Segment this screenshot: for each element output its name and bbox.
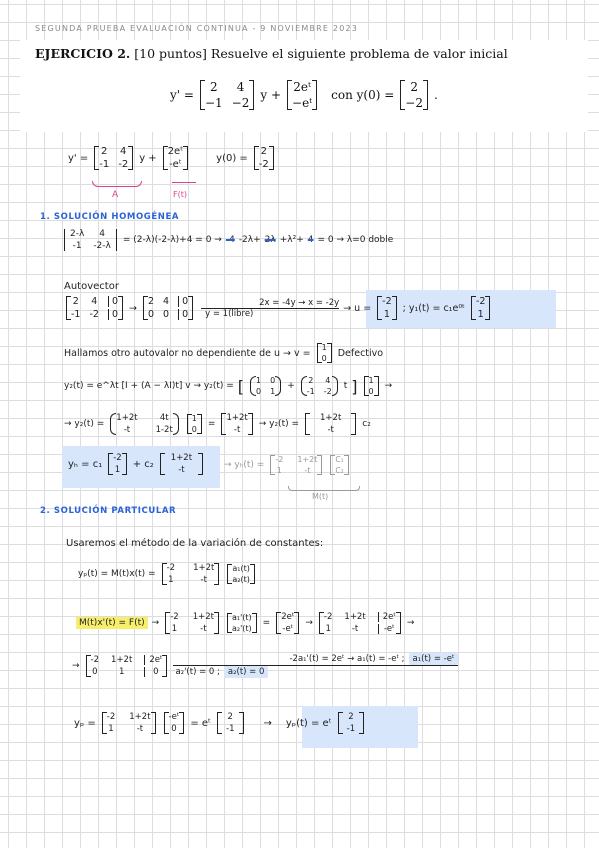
cancelled-term-1: -4	[225, 235, 235, 245]
y2-matrix	[110, 413, 179, 435]
matrix-cell: 2-λ	[70, 229, 85, 239]
ivp-lhs: y' =	[170, 88, 194, 102]
relation-x-y: 2x = -4y → x = -2y	[201, 298, 339, 309]
vector-cell: 0	[368, 387, 374, 396]
vector-v-copy	[364, 376, 379, 396]
vector-cell: -2	[382, 296, 392, 307]
yh-vector-1	[108, 453, 126, 475]
expansion-tail: +λ²+	[279, 235, 304, 245]
matrix-cell: -t	[200, 624, 207, 634]
matrix-cell: -2	[166, 563, 176, 573]
matrix-A-copy-grid	[307, 376, 332, 396]
matrix-cell: -2	[275, 455, 284, 464]
y2-formula-row	[64, 376, 392, 396]
particular-solution-row	[74, 712, 366, 734]
matrix-cell: -1	[71, 309, 81, 320]
y2-result-vector	[221, 413, 252, 435]
fundamental-matrix-grid	[275, 455, 317, 475]
expansion-middle: -2λ+	[238, 235, 261, 245]
expansion-start: = (2-λ)(-2-λ)+4 = 0 →	[122, 235, 222, 245]
matrix-cell: 4	[325, 376, 331, 385]
setup-lhs: y' =	[68, 152, 89, 164]
yp-def-matrix-grid	[167, 563, 215, 585]
underline-F	[172, 182, 196, 183]
homogeneous-solution	[68, 453, 205, 475]
yp-definition	[78, 563, 257, 585]
a2-derivative: a₂'(t) = 0 ;	[175, 667, 220, 677]
constants-vector	[330, 455, 348, 475]
eigenvector-row	[64, 296, 492, 320]
y2-v-grid	[192, 414, 197, 434]
section-particular-title: 2. SOLUCIÓN PARTICULAR	[40, 506, 177, 516]
matrix-cell: 1+2t	[116, 413, 138, 423]
matrix-cell: 2eᵗ	[144, 655, 162, 665]
section-homogeneous-title: 1. SOLUCIÓN HOMOGÉNEA	[40, 212, 180, 222]
vector-cell: -eᵗ	[282, 624, 294, 634]
defective-tag: Defectivo	[337, 347, 384, 359]
characteristic-equation	[62, 229, 393, 251]
yp-final-vector	[338, 712, 364, 734]
vector-cell: -1	[226, 724, 235, 734]
vector-cell: -2	[113, 453, 122, 463]
vector-cell: 2eᵗ	[293, 80, 311, 94]
label-M: M(t)	[312, 492, 329, 501]
determinant	[64, 229, 117, 251]
matrix-cell: 4t	[159, 413, 169, 423]
matrix-cell: 1	[276, 466, 282, 475]
setup-initial-condition: y(0) =	[216, 152, 248, 164]
y2-final-vector	[305, 413, 356, 435]
plus-sign: +	[287, 381, 295, 391]
vector-cell: 1	[114, 465, 121, 475]
yh-matrix-label: → yₕ(t) =	[224, 460, 265, 470]
y1-solution: ; y₁(t) = c₁e⁰ᵗ	[402, 302, 465, 314]
setup-matrix-A	[94, 146, 133, 170]
matrix-cell: 2	[308, 376, 314, 385]
yp-definition-label: yₚ(t) = M(t)x(t) =	[78, 569, 156, 579]
setup-vector-F-grid	[168, 146, 183, 170]
y2-result-vector-grid	[226, 413, 247, 435]
matrix-cell: 1+2t	[192, 612, 214, 622]
matrix-cell: 1+2t	[297, 455, 318, 464]
determinant-grid	[70, 229, 111, 251]
relation-a2	[173, 666, 458, 678]
exercise-title	[35, 46, 508, 61]
arrow-icon: →	[129, 302, 137, 314]
matrix-cell: 0	[108, 296, 118, 307]
vector-cell: 1+2t	[226, 413, 248, 423]
yp-final-label: yₚ(t) = eᵗ	[285, 717, 332, 729]
setup-equation	[68, 146, 276, 170]
arrow-icon: →	[406, 618, 415, 628]
y2-matrix-grid	[116, 413, 173, 435]
arrow-icon: →	[72, 660, 80, 671]
matrix-cell: 0	[147, 309, 155, 320]
matrix-cell: −2	[231, 96, 250, 110]
identity-matrix-grid	[256, 376, 275, 396]
y2-formula: y₂(t) = e^λt [I + (A − λI)t] v → y₂(t) =	[64, 381, 234, 391]
matrix-cell: 2	[147, 296, 155, 307]
bracket-open: [	[237, 376, 245, 396]
matrix-cell: -2-λ	[93, 241, 111, 251]
reduced-augmented	[86, 655, 168, 677]
eigenvector-u	[377, 296, 396, 320]
matrix-cell: 4	[120, 146, 127, 157]
vector-cell: 2eᵗ	[167, 146, 184, 157]
arrow-icon: →	[263, 717, 272, 729]
matrix-cell: 0	[178, 309, 188, 320]
matrix-cell: 4	[99, 229, 105, 239]
vector-cell: 1	[477, 309, 484, 320]
matrix-cell: -2	[118, 159, 129, 170]
brace-M	[288, 486, 360, 491]
vector-cell: −2	[405, 96, 423, 110]
setup-plus: y +	[139, 152, 157, 164]
vector-cell: −eᵗ	[292, 96, 313, 110]
system-augmented-grid	[324, 612, 396, 634]
y2-v	[187, 414, 202, 434]
vector-v	[317, 343, 332, 363]
matrix-cell: 2	[72, 296, 79, 307]
matrix-cell: -2	[90, 654, 100, 665]
ivp-equation	[170, 80, 438, 110]
matrix-cell: -2	[106, 712, 116, 722]
vector-cell: 1	[321, 343, 327, 352]
setup-A-group	[92, 146, 135, 170]
vector-cell: 2	[348, 712, 354, 722]
augmented-matrix-1	[66, 296, 123, 320]
y2-label: → y₂(t) =	[64, 419, 105, 429]
ivp-matrix-A	[200, 80, 254, 110]
vector-cell: 2eᵗ	[281, 612, 295, 622]
vector-cell: a₁(t)	[232, 564, 250, 573]
fundamental-matrix	[270, 455, 322, 475]
yh-label: yₕ = c₁	[68, 458, 103, 470]
matrix-cell: 1	[118, 666, 125, 677]
setup-vector-F	[163, 146, 188, 170]
system-matrix	[165, 612, 219, 634]
yh-plus-c2: + c₂	[132, 458, 154, 470]
setup-matrix-A-grid	[99, 146, 128, 170]
matrix-cell: 2	[209, 80, 218, 94]
brace-A	[92, 181, 142, 187]
constants-vector-grid	[335, 455, 343, 475]
label-A: A	[112, 190, 119, 200]
matrix-cell: -2	[323, 387, 332, 396]
yp-def-coefficients	[227, 564, 255, 584]
yp-matrix-grid	[107, 712, 151, 734]
vector-cell: -t	[233, 425, 241, 435]
yh-matrix-form	[224, 455, 351, 475]
reduced-relations	[173, 653, 458, 678]
matrix-cell: 2	[101, 146, 108, 157]
matrix-cell: 1	[256, 376, 262, 385]
system-derivatives-grid	[232, 613, 252, 633]
ivp-period: .	[433, 88, 438, 102]
matrix-cell: -1	[99, 159, 110, 170]
matrix-cell: -t	[136, 724, 144, 734]
matrix-cell: 4	[236, 80, 245, 94]
yp-label: yₚ =	[74, 717, 96, 729]
vector-cell: -1	[346, 724, 356, 734]
t-factor: t	[343, 381, 348, 391]
matrix-cell: 1	[270, 387, 276, 396]
yp-matrix	[102, 712, 156, 734]
identity-matrix	[250, 376, 281, 396]
arrow-icon: →	[305, 618, 313, 628]
matrix-cell: -2	[323, 612, 333, 622]
method-intro: Usaremos el método de la variación de constantes:	[66, 538, 324, 549]
ivp-vector-F-grid	[292, 80, 312, 110]
matrix-cell: 4	[163, 296, 170, 307]
cancelled-term-3: 4	[307, 235, 314, 245]
matrix-cell: 1+2t	[111, 654, 133, 665]
setup-initial-vector-grid	[259, 146, 269, 170]
ivp-plus: y +	[260, 88, 282, 102]
exercise-number: EJERCICIO 2.	[35, 46, 131, 61]
matrix-cell: -eᵗ	[378, 624, 396, 634]
matrix-cell: 2eᵗ	[378, 612, 396, 622]
vector-v-grid	[322, 343, 327, 363]
vector-cell: -2	[258, 159, 269, 170]
matrix-cell: 1-2t	[155, 425, 173, 435]
exercise-points: [10 puntos]	[134, 46, 207, 61]
vector-cell: C₁	[335, 455, 344, 464]
matrix-cell: 1	[108, 724, 114, 734]
vector-cell: -t	[178, 465, 185, 475]
matrix-cell: 1	[168, 575, 174, 585]
bracket-close: ]	[351, 376, 358, 396]
vector-cell: -eᵗ	[168, 712, 180, 722]
vector-cell: -eᵗ	[169, 159, 182, 170]
vector-cell: -t	[327, 425, 334, 435]
matrix-cell: 1+2t	[193, 563, 215, 573]
free-variable: y = 1(libre)	[205, 308, 254, 319]
vector-cell: 1+2t	[170, 453, 193, 463]
vector-cell: 1	[368, 376, 374, 385]
u-label: → u =	[343, 302, 372, 314]
variation-system	[76, 612, 414, 634]
yp-final-vector-grid	[343, 712, 359, 734]
cancelled-term-2: 2λ	[264, 235, 276, 245]
matrix-cell: 0	[108, 309, 118, 320]
ivp-initial-vector	[400, 80, 428, 110]
vector-cell: 0	[191, 425, 197, 434]
constant-c2: c₂	[362, 419, 371, 429]
defective-row	[64, 343, 383, 363]
vector-cell: 2	[260, 146, 267, 157]
vector-v-copy-grid	[369, 376, 374, 396]
vector-cell: 2	[410, 80, 418, 94]
eigenvalue-result: = 0 → λ=0 doble	[317, 235, 394, 245]
ivp-matrix-A-grid	[205, 80, 249, 110]
matrix-cell: -t	[351, 624, 359, 634]
yp-coefficients	[164, 712, 185, 734]
ivp-vector-F	[287, 80, 317, 110]
vector-cell: 1	[191, 414, 197, 423]
a1-derivation: -2a₁'(t) = 2eᵗ → a₁(t) = -eᵗ ;	[289, 654, 405, 664]
yp-vector-grid	[222, 712, 238, 734]
vector-cell: 1+2t	[320, 413, 342, 423]
arrow-icon: →	[384, 381, 393, 391]
reduced-augmented-grid	[91, 655, 163, 677]
matrix-cell: −1	[204, 96, 223, 110]
matrix-cell: 1	[325, 624, 331, 634]
augmented-matrix-2	[143, 296, 193, 320]
row-reduction-arrows	[201, 298, 339, 319]
system-matrix-grid	[170, 612, 214, 634]
yp-coefficients-grid	[169, 712, 180, 734]
matrix-cell: 1+2t	[344, 612, 366, 622]
y2-result-row	[64, 413, 371, 435]
system-F-grid	[281, 612, 294, 634]
system-augmented	[319, 612, 401, 634]
setup-initial-vector	[254, 146, 274, 170]
vector-cell: a₂'(t)	[231, 624, 252, 633]
vector-cell: C₂	[335, 466, 344, 475]
yp-def-coefficients-grid	[232, 564, 250, 584]
vector-cell: a₁'(t)	[231, 613, 252, 622]
defective-text: Hallamos otro autovalor no dependiente de u → v =	[64, 347, 311, 359]
yp-equals: = eᵗ	[190, 717, 212, 729]
matrix-cell: 1	[171, 624, 178, 634]
y2-final-label: → y₂(t) =	[258, 419, 300, 429]
matrix-cell: 0	[144, 667, 162, 677]
arrow-icon: →	[151, 618, 160, 628]
a1-result: a₁(t) = -eᵗ	[409, 653, 459, 665]
vector-cell: 2	[227, 712, 233, 722]
matrix-cell: 0	[270, 376, 276, 385]
augmented-matrix-1-grid	[71, 296, 118, 320]
vector-cell: a₂(t)	[232, 575, 250, 584]
page-header: SEGUNDA PRUEBA EVALUACIÓN CONTINUA - 9 NOVIEMBRE 2023	[35, 24, 359, 33]
matrix-cell: -1	[306, 387, 315, 396]
system-derivatives	[227, 613, 257, 633]
vector-cell: 0	[321, 354, 327, 363]
yh-vector-2	[160, 453, 203, 475]
yp-vector	[217, 712, 243, 734]
matrix-cell: -2	[89, 309, 99, 320]
matrix-cell: 0	[178, 296, 188, 307]
label-F: F(t)	[173, 190, 187, 199]
a2-result: a₂(t) = 0	[224, 666, 269, 678]
matrix-cell: 4	[91, 296, 98, 307]
relation-a1	[173, 653, 458, 666]
matrix-cell: -1	[72, 241, 82, 251]
matrix-cell: 1+2t	[129, 712, 151, 722]
ivp-initial-vector-grid	[405, 80, 423, 110]
vector-cell: 1	[383, 309, 390, 320]
vector-cell: 0	[171, 724, 177, 734]
matrix-cell: 0	[256, 387, 262, 396]
matrix-A-copy	[301, 376, 338, 396]
system-highlight: M(t)x'(t) = F(t)	[76, 617, 148, 629]
vector-cell: -2	[475, 296, 486, 307]
matrix-cell: -2	[170, 612, 179, 622]
reduced-system	[72, 653, 458, 678]
matrix-cell: 0	[163, 309, 170, 320]
eigenvector-label: Autovector	[64, 281, 119, 292]
y2-final-vector-grid	[310, 413, 351, 435]
y1-vector-grid	[476, 296, 485, 320]
equals-sign: =	[262, 618, 271, 628]
matrix-cell: -t	[304, 466, 311, 475]
matrix-cell: 0	[92, 666, 98, 677]
equals-sign: =	[207, 419, 216, 429]
matrix-cell: -t	[200, 575, 207, 585]
matrix-cell: -t	[123, 425, 131, 435]
yh-vector-2-grid	[165, 453, 198, 475]
ivp-initial-condition: con y(0) =	[331, 88, 395, 102]
yp-def-matrix	[162, 563, 220, 585]
y1-vector	[471, 296, 490, 320]
yh-vector-1-grid	[113, 453, 121, 475]
eigenvector-u-grid	[382, 296, 391, 320]
exercise-statement: Resuelve el siguiente problema de valor inicial	[210, 46, 508, 61]
augmented-matrix-2-grid	[148, 296, 188, 320]
system-F	[276, 612, 299, 634]
